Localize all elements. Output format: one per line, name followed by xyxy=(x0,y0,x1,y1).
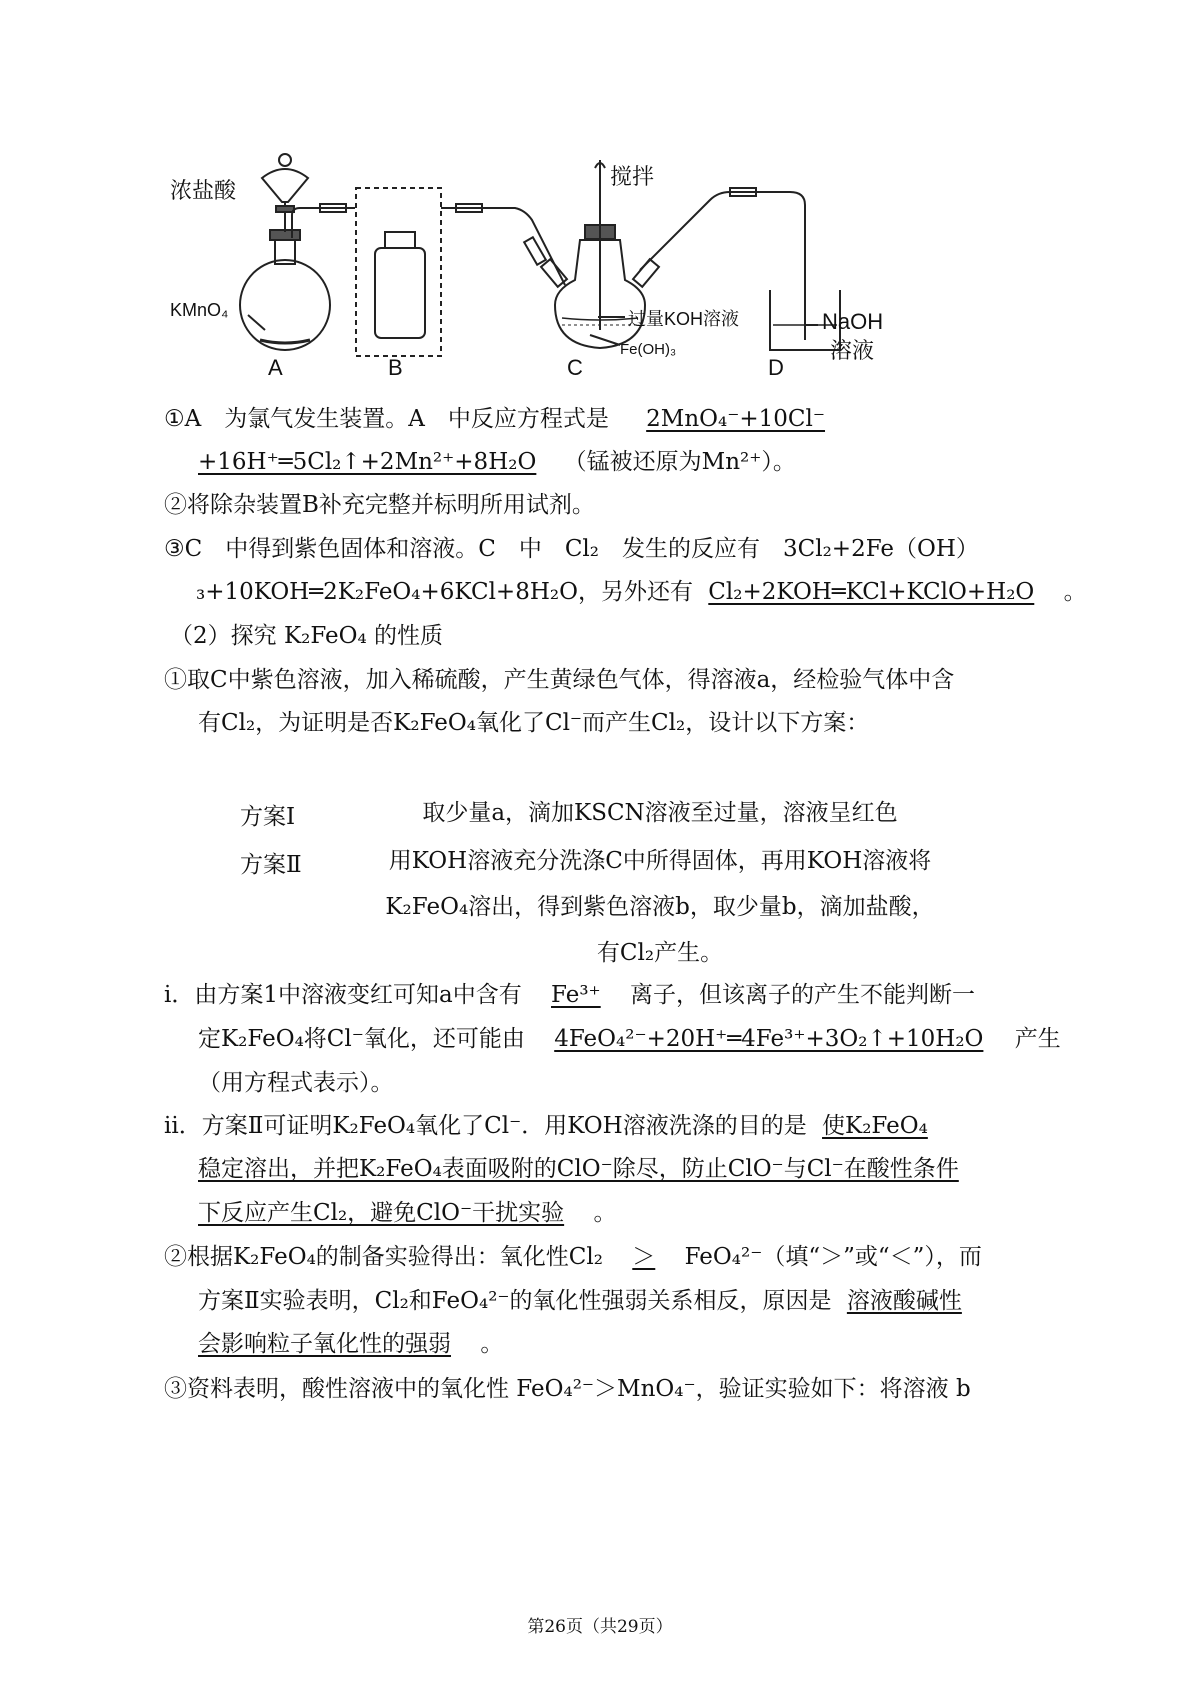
qii-text: ii．方案Ⅱ可证明K₂FeO₄氧化了Cl⁻．用KOH溶液洗涤的目的是 xyxy=(164,1113,807,1139)
label-b: B xyxy=(388,355,403,380)
qii-tail: 。 xyxy=(593,1200,617,1226)
qii-line3 xyxy=(198,1198,616,1228)
qii-line1 xyxy=(164,1111,928,1141)
p1-line2: 有Cl₂，为证明是否K₂FeO₄氧化了Cl⁻而产生Cl₂，设计以下方案： xyxy=(198,710,870,736)
q1-answer-part1: 2MnO₄⁻+10Cl⁻ xyxy=(646,406,826,432)
page-footer: 第26页（共29页） xyxy=(527,1617,673,1637)
label-conc-hcl: 浓盐酸 xyxy=(170,178,237,203)
qi-answer2: 4FeO₄²⁻+20H⁺═4Fe³⁺+3O₂↑+10H₂O xyxy=(554,1026,984,1052)
q3b-line1: ③资料表明，酸性溶液中的氧化性 FeO₄²⁻＞MnO₄⁻，验证实验如下：将溶液 b xyxy=(164,1376,971,1402)
qi-mid: 离子，但该离子的产生不能判断一 xyxy=(630,982,976,1008)
q2b-tail: 。 xyxy=(480,1331,504,1357)
q3-text: ₃+10KOH═2K₂FeO₄+6KCl+8H₂O，另外还有 xyxy=(196,579,693,605)
q1-text: ①A 为氯气发生装置。A 中反应方程式是 xyxy=(164,406,609,432)
bottle-b xyxy=(375,248,425,338)
qi-line3: （用方程式表示）。 xyxy=(198,1070,394,1096)
qi-line2 xyxy=(198,1024,1061,1054)
q2-line: ②将除杂装置B补充完整并标明所用试剂。 xyxy=(164,492,595,518)
flask-a xyxy=(240,260,330,350)
label-c: C xyxy=(567,355,583,380)
qi-answer1: Fe³⁺ xyxy=(551,982,601,1008)
scheme-2-line2: K₂FeO₄溶出，得到紫色溶液b，取少量b，滴加盐酸， xyxy=(385,894,935,920)
qii-line2 xyxy=(198,1154,959,1184)
scheme-1-line1: 取少量a，滴加KSCN溶液至过量，溶液呈红色 xyxy=(422,800,898,826)
q2b-line2 xyxy=(198,1286,962,1316)
label-d: D xyxy=(768,355,784,380)
qi-line1 xyxy=(164,980,975,1010)
p1-line1: ①取C中紫色溶液，加入稀硫酸，产生黄绿色气体，得溶液a，经检验气体中含 xyxy=(164,667,955,693)
qii-answer-l1: 使K₂FeO₄ xyxy=(822,1113,928,1139)
q2b-answer2-l1: 溶液酸碱性 xyxy=(846,1288,962,1314)
scheme-2-text xyxy=(380,838,940,976)
q2b-line1 xyxy=(164,1242,982,1272)
scheme-1-label: 方案Ⅰ xyxy=(240,804,296,830)
label-stir: 搅拌 xyxy=(610,164,655,189)
part2-title: （2）探究 K₂FeO₄ 的性质 xyxy=(170,623,444,649)
qi-tail: 产生 xyxy=(1014,1026,1061,1052)
scheme-2-line3: 有Cl₂产生。 xyxy=(596,940,724,966)
scheme-2-line1: 用KOH溶液充分洗涤C中所得固体，再用KOH溶液将 xyxy=(388,848,932,874)
q1-line2 xyxy=(198,447,796,477)
q3-answer: Cl₂+2KOH═KCl+KClO+H₂O xyxy=(708,579,1035,605)
qi-text: i．由方案1中溶液变红可知a中含有 xyxy=(164,982,522,1008)
q2b-line3 xyxy=(198,1329,503,1359)
scheme-1-text xyxy=(380,790,940,836)
label-kmno4: KMnO₄ xyxy=(170,300,229,320)
q2b-text: ②根据K₂FeO₄的制备实验得出：氧化性Cl₂ xyxy=(164,1244,603,1270)
q1-tail: （锰被还原为Mn²⁺）。 xyxy=(563,449,796,475)
q2b-answer1: ＞ xyxy=(632,1244,656,1270)
box-b xyxy=(356,188,441,356)
q1-answer-part2: +16H⁺═5Cl₂↑+2Mn²⁺+8H₂O xyxy=(198,449,537,475)
apparatus-diagram xyxy=(170,140,970,400)
qi-text2: 定K₂FeO₄将Cl⁻氧化，还可能由 xyxy=(198,1026,525,1052)
label-solution: 溶液 xyxy=(830,338,875,363)
q2b-text2: 方案Ⅱ实验表明，Cl₂和FeO₄²⁻的氧化性强弱关系相反，原因是 xyxy=(198,1288,832,1314)
q2b-answer2-l2: 会影响粒子氧化性的强弱 xyxy=(198,1331,451,1357)
q2b-mid: FeO₄²⁻（填“＞”或“＜”），而 xyxy=(684,1244,982,1270)
qii-answer-l3: 下反应产生Cl₂，避免ClO⁻干扰实验 xyxy=(198,1200,565,1226)
scheme-2-label: 方案Ⅱ xyxy=(240,852,302,878)
q1-line1 xyxy=(164,404,831,434)
q3-tail: 。 xyxy=(1063,579,1087,605)
q3-line2 xyxy=(196,577,1087,607)
label-naoh: NaOH xyxy=(822,309,884,334)
q3-line1: ③C 中得到紫色固体和溶液。C 中 Cl₂ 发生的反应有 3Cl₂+2Fe（OH） xyxy=(164,536,979,562)
label-a: A xyxy=(268,355,283,380)
label-feoh3: Fe(OH)₃ xyxy=(620,341,677,358)
label-excess-koh: 过量KOH溶液 xyxy=(628,309,740,329)
qii-answer-l2: 稳定溶出，并把K₂FeO₄表面吸附的ClO⁻除尽，防止ClO⁻与Cl⁻在酸性条件 xyxy=(198,1156,959,1182)
separatory-funnel xyxy=(262,169,308,202)
